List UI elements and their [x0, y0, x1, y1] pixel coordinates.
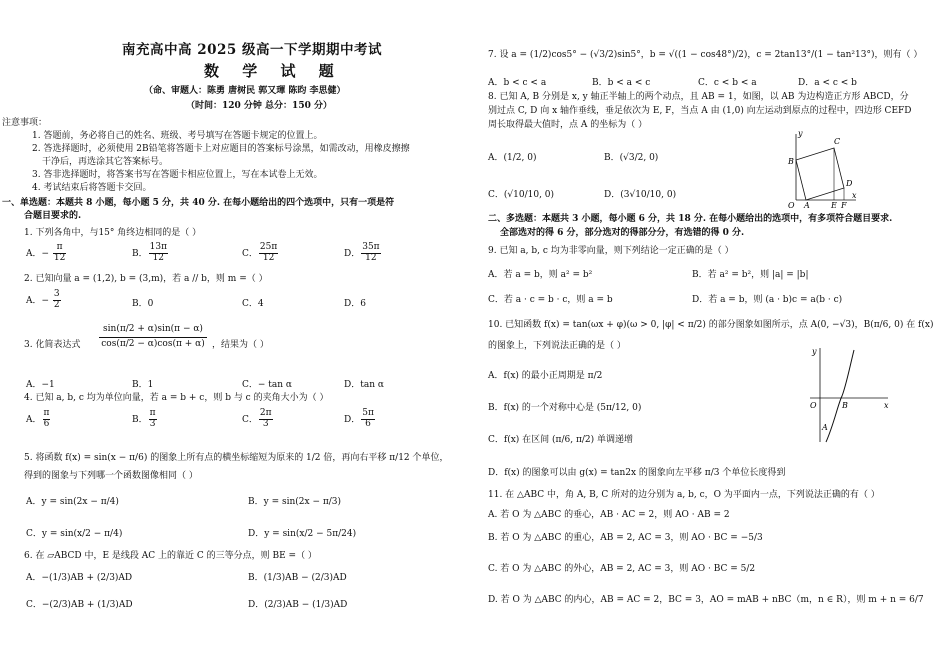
q10-tan-graph [806, 346, 890, 444]
note-2-cont: 干净后，再选涂其它答案标号。 [42, 157, 169, 167]
q9-stem: 9. 已知 a, b, c 均为非零向量，则下列结论一定正确的是（ ） [488, 246, 734, 256]
time-info: （时间：120 分钟 总分：150 分） [186, 101, 332, 111]
note-2: 2. 答选择题时，必须使用 2B铅笔将答题卡上对应题目的答案标号涂黑，如需改动，用橡皮擦擦 [32, 144, 410, 154]
note-4: 4. 考试结束后将答题卡交回。 [32, 183, 152, 193]
q5-option-c[interactable]: C．y = sin(x/2 − π/4) [26, 529, 123, 539]
q10-option-b[interactable]: B．f(x) 的一个对称中心是 (5π/12, 0) [488, 403, 642, 413]
q4-option-c[interactable]: C． $\frac{2\pi}{3}$ [242, 408, 272, 429]
q11-stem: 11. 在 △ABC 中，角 A, B, C 所对的边分别为 a, b, c，O 为平面内一点，下列说法正确的有（ ） [488, 490, 880, 500]
q10-label-y: y [812, 347, 817, 356]
q9-option-d[interactable]: D．若 a = b，则 (a · b)c = a(b · c) [692, 295, 843, 305]
note-1: 1. 答题前，务必将自己的姓名、班级、考号填写在答题卡规定的位置上。 [32, 131, 323, 141]
q9-option-a[interactable]: A．若 a = b，则 a² = b² [488, 270, 593, 280]
q1-stem: 1. 下列各角中，与15° 角终边相同的是（ ） [24, 228, 202, 238]
q5-option-b[interactable]: B．y = sin(2x − π/3) [248, 497, 342, 507]
q2-option-d[interactable]: D．6 [344, 299, 366, 309]
q7-option-a[interactable]: A．b < c < a [488, 78, 547, 88]
q1-option-a[interactable]: A．− $\frac{\pi}{12}$ [26, 242, 66, 263]
q2-option-b[interactable]: B．0 [132, 299, 154, 309]
q8-option-c[interactable]: C．(√10/10, 0) [488, 190, 555, 200]
section1-line1: 一、单选题：本题共 8 小题，每小题 5 分，共 40 分. 在每小题给出的四个选项中，只有一项是符 [2, 198, 395, 208]
q8-label-a: A [804, 201, 810, 210]
note-3: 3. 答非选择题时，将答案书写在答题卡相应位置上，写在本试卷上无效。 [32, 170, 323, 180]
q10-tan-curve [826, 350, 854, 442]
q11-option-b[interactable]: B. 若 O 为 △ABC 的重心，AB = 2, AC = 3，则 AO · BC = −5/3 [488, 533, 763, 543]
q4-option-b[interactable]: B． $\frac{\pi}{3}$ [132, 408, 156, 429]
q8-label-b: B [788, 157, 794, 166]
section2-line2: 全部选对的得 6 分，部分选对的得部分分，有选错的得 0 分. [500, 228, 745, 238]
q1-option-d[interactable]: D． $\frac{35\pi}{12}$ [344, 242, 380, 263]
q8-square-figure [778, 129, 858, 210]
q3-expression: $\frac{\sin(\pi/2 + \alpha)\sin(\pi - \alpha)}{\cos(\pi/2 - \alpha)\cos(\pi + \alpha)}$ [101, 324, 205, 349]
q6-option-b[interactable]: B．(1/3)AB − (2/3)AD [248, 573, 347, 583]
q7-stem: 7. 设 a = (1/2)cos5° − (√3/2)sin5°，b = √((1 − cos48°)/2)，c = 2tan13°/(1 − tan²13°)，则有（ ） [488, 50, 923, 60]
q6-stem: 6. 在 ▱ABCD 中，E 是线段 AC 上的靠近 C 的三等分点，则 BE =（ ） [24, 551, 317, 561]
q10-stem-2: 的图象上，下列说法正确的是（ ） [488, 341, 626, 351]
q8-option-b[interactable]: B．(√3/2, 0) [604, 153, 659, 163]
q1-option-c[interactable]: C． $\frac{25\pi}{12}$ [242, 242, 278, 263]
q4-option-a[interactable]: A． $\frac{\pi}{6}$ [26, 408, 50, 429]
q6-option-d[interactable]: D．(2/3)AB − (1/3)AD [248, 600, 348, 610]
notes-heading: 注意事项： [2, 118, 48, 128]
q5-option-d[interactable]: D．y = sin(x/2 − 5π/24) [248, 529, 357, 539]
q2-stem: 2. 已知向量 a = (1,2), b = (3,m)，若 a // b，则 m =（ ） [24, 274, 268, 284]
q5-stem-2: 得到的图象与下列哪一个函数图像相同（ ） [24, 471, 198, 481]
q10-label-o: O [810, 401, 817, 410]
exam-title: 南充高中高 2025 级高一下学期期中考试 [122, 42, 382, 58]
q3-option-c[interactable]: C．− tan α [242, 380, 293, 390]
q8-label-d: D [846, 179, 853, 188]
q5-stem-1: 5. 将函数 f(x) = sin(x − π/6) 的图象上所有点的横坐标缩短为原来的 1/2 倍，再向右平移 π/12 个单位， [24, 453, 449, 463]
q10-stem-1: 10. 已知函数 f(x) = tan(ωx + φ)(ω > 0, |φ| < π/2) 的部分图象如图所示，点 A(0, −√3)，B(π/6, 0) 在 f(x) [488, 320, 934, 330]
q8-option-d[interactable]: D．(3√10/10, 0) [604, 190, 677, 200]
authors-line: （命、审题人：陈勇 唐树民 郭又琿 陈昀 李思健） [144, 86, 346, 96]
subject-title: 数 学 试 题 [204, 62, 343, 80]
q8-label-f: F [841, 201, 847, 210]
q6-option-c[interactable]: C．−(2/3)AB + (1/3)AD [26, 600, 133, 610]
q8-square [796, 148, 844, 200]
q8-label-o: O [788, 201, 795, 210]
q10-label-a: A [822, 423, 828, 432]
q10-label-b: B [842, 401, 848, 410]
q3-label: 3. 化简表达式 [24, 340, 81, 350]
q4-stem: 4. 已知 a, b, c 均为单位向量，若 a = b + c，则 b 与 c 的夹角大小为（ ） [24, 393, 329, 403]
q11-option-a[interactable]: A. 若 O 为 △ABC 的垂心，AB · AC = 2，则 AO · AB = 2 [488, 510, 730, 520]
q1-option-b[interactable]: B． $\frac{13\pi}{12}$ [132, 242, 167, 263]
q10-option-d[interactable]: D．f(x) 的图象可以由 g(x) = tan2x 的图象向左平移 π/3 个单位长度得到 [488, 468, 786, 478]
q2-option-a[interactable]: A．− $\frac{3}{2}$ [26, 289, 60, 310]
q9-option-c[interactable]: C．若 a · c = b · c，则 a = b [488, 295, 613, 305]
q8-stem-3: 周长取得最大值时，点 A 的坐标为（ ） [488, 120, 648, 130]
q8-label-e: E [831, 201, 837, 210]
q10-option-c[interactable]: C．f(x) 在区间 (π/6, π/2) 单调递增 [488, 435, 633, 445]
q5-option-a[interactable]: A．y = sin(2x − π/4) [26, 497, 119, 507]
section2-line1: 二、多选题：本题共 3 小题，每小题 6 分，共 18 分. 在每小题给出的选项中，有多项符合题目要求. [488, 214, 893, 224]
q8-stem-1: 8. 已知 A, B 分别是 x, y 轴正半轴上的两个动点，且 AB = 1，如图，以 AB 为边构造正方形 ABCD，分 [488, 92, 909, 102]
q8-option-a[interactable]: A．(1/2, 0) [488, 153, 537, 163]
q10-option-a[interactable]: A．f(x) 的最小正周期是 π/2 [488, 371, 603, 381]
q3-option-b[interactable]: B．1 [132, 380, 154, 390]
q10-label-x: x [884, 401, 889, 410]
q11-option-c[interactable]: C. 若 O 为 △ABC 的外心，AB = 2, AC = 3，则 AO · BC = 5/2 [488, 564, 756, 574]
q7-option-b[interactable]: B．b < a < c [592, 78, 651, 88]
q8-stem-2: 别过点 C, D 向 x 轴作垂线，垂足依次为 E, F，当点 A 由 (1,0) 向左运动到原点的过程中，四边形 CEFD [488, 106, 912, 116]
q2-option-c[interactable]: C．4 [242, 299, 264, 309]
q3-option-d[interactable]: D．tan α [344, 380, 384, 390]
q7-option-c[interactable]: C．c < b < a [698, 78, 757, 88]
q6-option-a[interactable]: A．−(1/3)AB + (2/3)AD [26, 573, 133, 583]
q3-tail: ，结果为（ ） [212, 340, 269, 350]
q8-label-x: x [852, 191, 857, 200]
q4-option-d[interactable]: D． $\frac{5\pi}{6}$ [344, 408, 374, 429]
q9-option-b[interactable]: B．若 a² = b²，则 |a| = |b| [692, 270, 809, 280]
q8-label-c: C [834, 137, 841, 146]
q3-option-a[interactable]: A．−1 [26, 380, 55, 390]
section1-line2: 合题目要求的. [24, 211, 82, 221]
q8-label-y: y [798, 129, 803, 138]
q7-option-d[interactable]: D．a < c < b [798, 78, 857, 88]
q11-option-d[interactable]: D. 若 O 为 △ABC 的内心，AB = AC = 2，BC = 3，AO = mAB + nBC（m，n ∈ R），则 m + n = 6/7 [488, 595, 924, 605]
